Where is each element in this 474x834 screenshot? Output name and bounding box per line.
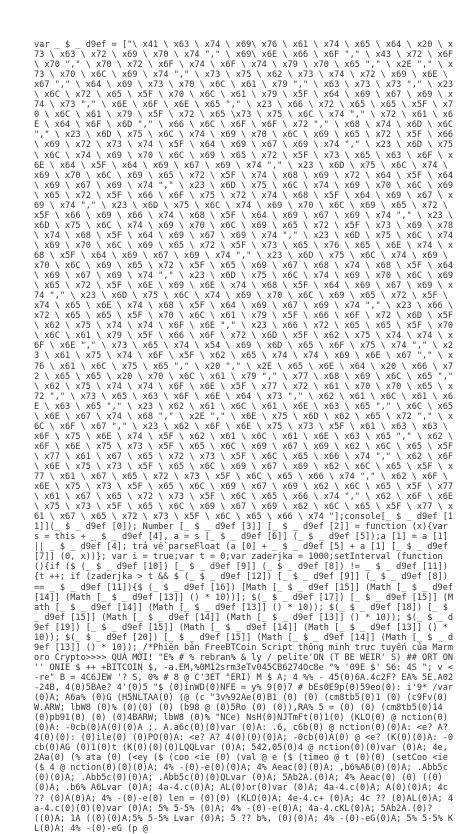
obfuscated-script-text: var _ $ _ d9ef = ["\ x41 \ x63 \ x74 \ x69\ x76 \ x61 \ x74 \ x65 \ x64 \ x20 \ x73 \ x63 \ x72 \ x69 \ x70 \ x74 "," \ x69\ x6E \ x66 \ x6F "," \ x43 \ x72 \ x6F \ x70 "," \ x70 \ x72 \ x6F \ x74 \ x6F \ x74 \ x79 \ x70 \ x65 "," \ x2E "," \ x73 \ x70 \ x6C \ x69 \ x74 "," \ x73 \ x75 \ x62 \ x73 \ x74 \ x72 \ x69 \ x6E \ x67 "," \ x64 \ x69 \ x73 \ x70 \ x6C \ x61 \ x79 "," \ x63 \ x73 \ x73 "," \ x23 \ x6C \ x72 \ x65 \ x5F \ x70 \ x6C \ x61 \ x79 \ x5F \ x64 \ x69 \ x67 \ x69 \ x74 \ x73 "," \ x6E \ x6F \ x6E \ x65 "," \ x23 \ x66 \ x72 \ x65 \ x65 \ x5F \ x70 \ x6C \ x61 \ x79 \ x5F \ x72 \ x65 \x73 \ x75 \ x6C \ x74 "," \ x72 \ x61 \ x6E \ x64 \ x6F \ x6D "," \ x66 \ x6C \ x6F \ x6F \ x72 "," \ x68 \ x74 \ x6D \ x6C "," \ x23 \ x6D \ x75 \ x6C \ x74 \ x69 \ x70 \ x6C \ x69 \ x65 \ x72 \ x5F \ x66 \ x69 \ x72 \ x73 \ x74 \ x5F \ x64 \ x69 \ x67 \ x69 \ x74 "," \ x23 \ x6D \ x75 \ x6C \ x74 \ x69 \ x70 \ x6C \ x69 \ x65 \ x72 \ x5F \ x73 \ x65 \ x63 \ x6F \ x6E \ x64 \ x5F \ x64 \ x69 \ x67 \ x69 \ x74 "," \ x23 \ x6D \ x75 \ x6C \ x74 \ x69 \ x70 \ x6C \ x69 \ x65 \ x72 \ x5F \ x74 \ x68 \ x69 \ x72 \ x64 \ x5F \ x64 \ x69 \ x67 \ x69 \ x74 "," \ x23 \ x6D \ x75 \ x6C \ x74 \ x69 \ x70 \ x6C \ x69 \ x65 \ x72 \ x5F \ x66 \ x6F \ x75 \ x72 \ x74 \ x68 \ x5F \ x64 \ x69 \ x67 \ x69 \ x74 "," \ x23 \ x6D \ x75 \ x6C \ x74 \ x69 \ x70 \ x6C \ x69 \ x65 \ x72 \ x5F \ x66 \ x69 \ x66 \ x74 \ x68 \ x5F \ x64 \ x69 \ x67 \ x69 \ x74 "," \ x23 \ x6D \ x75 \ x6C \ x74 \ x69 \ x70 \ x6C \ x69 \ x65 \ x72 \ x5F \ x73 \ x69 \ x78 \ x74 \ x68 \ x5F \ x64 \ x69 \ x67 \ x69 \ x74 "," \ x23 \ x6D \ x75 \ x6C \ x74 \ x69 \ x70 \ x6C \ x69 \ x65 \ x72 \ x5F \ x73 \ x65 \ x76 \ x65 \ x6E \ x74 \ x68 \ x5F \ x64 \ x69 \ x67 \ x69 \ x74 "," \ x23 \ x6D \ x75 \ x6C \ x74 \ x69 \ x70 \ x6C \ x69 \ x65 \ x72 \ x5F \ x65 \ x69 \ x67 \ x68 \ x74 \ x68 \ x5F \ x64 \ x69 \ x67 \ x69 \ x74 "," \ x23 \ x6D \ x75 \ x6C \ x74 \ x69 \ x70 \ x6C \ x69 \ x65 \ x72 \ x5F \ x6E \ x69 \ x6E \ x74 \ x68 \ x5F \ x64 \ x69 \ x67 \ x69 \ x74 "," \ x23 \ x6D \ x75 \ x6C \ x74 \ x69 \ x70 \ x6C \ x69 \ x65 \ x72 \ x5F \ x74 \ x65 \ x6E \ x74 \ x68 \ x5F \ x64 \ x69 \ x67 \ x69 \ x74 "," \ x23 \ x66 \ x72 \ x65 \ x65 \ x5F \ x70 \ x6C \ x61 \ x79 \ x5F \ x66 \ x6F \ x72 \ x6D \ x5F \ x62 \ x75 \ x74 \ x74 \ x6F \ x6E "," \ x23 \ x66 \ x72 \ x65 \ x65 \ x5F \ x70 \ x6C \ x61 \ x79 \ x5F \ x66 \ x6F \ x72 \ x6D \ x5F \ x62 \ x75 \ x74 \ x74 \ x6F \ x6E "," \ x73 \ x65 \ x74 \ x54 \ x69 \ x6D \ x65 \ x6F \ x75 \ x74 "," \ x23 \ x61 \ x75 \ x74 \ x6F \ x5F \ x62 \ x65 \ x74 \ x74 \ x69 \ x6E \ x67 "," \ x76 \ x61 \ x6C \ x75 \ x65 "," \ x20 "," \ x2E \ x65 \ x6E \ x64 \ x20 \ x66 \ x72 \ x65 \ x65 \ x20 \ x70 \ x6C \ x61 \ x79 "," \ x77 \ x68 \ x69 \ x6C \ x65 "," \ x62 \ x75 \ x74 \ x74 \ x6F \ x6E \ x5F \ x77 \ x72 \ x61 \ x70 \ x70 \ x65 \ x72 "," \ x73 \ x65 \ x63 \ x6F \ x6E \ x64 \ x73 "," \ x62 \ x61 \ x6C \ x61 \ x6E \ x63 \ x65 "," \ x23 \ x62 \ x61 \ x6C \ x61 \ x6E \ x63 \ x65 "," \ x6C \ x65 \ x6E \ x67 \ x74 \ x68 "," \ x2E "," \ x6E \ x75 \ x6D \ x62 \ x65 \ x72 "," \ x6C \ x6F \ x67 "," \ x23 \ x62 \ x6F \ x6E \ x75 \ x73 \ x5F \ x61 \ x63 \ x63 \ x6F \ x75 \ x6E \ x74 \ x5F \ x62 \ x61 \ x6C \ x61 \ x6E \ x63 \ x65 "," \ x62 \ x6F \ x6E \ x75 \ x73 \ x5F \ x65 \ x6C \ x69 \ x67 \ x69 \ x62 \ x6C \ x65 \ x5F \ x77 \ x61 \ x67 \ x65 \ x72 \ x73 \ x5F \ x6C \ x65 \ x66 \ x74 "," \ x62 \ x6F \ x6E \ x75 \ x73 \ x5F \ x65 \ x6C \ x69 \ x67 \ x69 \ x62 \ x6C \ x65 \ x5F \ x77 \ x61 \ x67 \ x65 \ x72 \ x73 \ x5F \ x6C \ x65 \ x66 \ x74 "," \ x62 \ x6F \ x6E \ x75 \ x73 \ x5F \ x65 \ x6C \ x69 \ x67 \ x69 \ x62 \ x6C \ x65 \ x5F \ x77 \ x61 \ x67 \ x65 \ x72 \ x73 \ x5F \ x6C \ x65 \ x66 \ x74 "," \ x62 \ x6F \ x6E \ x75 \ x73 \ x5F \ x65 \ x6C \ x69 \ x67 \ x69 \ x62 \ x6C \ x65 \ x5F \ x77 \ x61 \ x67 \ x65 \ x72 \ x73 \ x5F \ x6C \ x65 \ x66 \ x74 "];console[_ $ _ d9ef [11]](_ $ _ d9ef [0]); Number [_ $ _ d9ef [3]] [_ $ _ d9ef [2]] = function (x){var s = this + _ $ _ d9ef [4], a = s [_ $ _ d9ef [6]] (_ $ _ d9ef [5]);a [1] = a [1] || _ $ _ d9ef [4]; trả về parseFloat (a [0] + _ $ _ d9ef [5] + a [1] [_ $ _ d9ef [7]] (0, x))}; var i = true;var t = 0;var zaderjka = 1000;setInterval (function (){if ($ (_ $ _ d9ef [10]) [_ $ _ d9ef [9]] (_ $ _ d9ef [8]) != _ $ _ d9ef [11]){t ++; if (zaderjka > t && $ (_ $ _ d9ef [12]) [_ $ _ d9ef [9]] (_ $ _ d9ef [8]) == _ $ _ d9ef [11]){$ (_ $ _ d9ef [16]) [Math [_ $ _ d9ef [15]] (Math [_ $ _ d9ef [14]] (Math [_ $ _ d9ef [13]] () * 10))]; $(_ $ _ d9ef [17]) [_ $ _ d9ef [15]] (Math [_ $ _ d9ef [14]] (Math [_ $ _ d9ef [13]] () * 10)); $(_ $ _ d9ef [18]) [_ $ _ d9ef [15]] (Math [_ $ _ d9ef [14]] (Math [_ $ _ d9ef [13]] () * 10)); $(_ $ _ d9ef [19]) [_ $ _ d9ef [15]] (Math [_ $ _ d9ef [14]] (Math [_ $ _ d9ef [13]] () * 10)); $(_ $ _ d9ef [20]) [_ $ _ d9ef [15]] (Math [_ $ _ d9ef [14]] (Math [_ $ _ d9ef [13]] () * 10)); /*Phiên bản FreeBTCoin Script thông minh trực tuyến của Marmoro Crypto>>>> QUÁ MỚI! "E% # % rebran% & ly / pelite'ON (T BE WEIR' S) ## ORT ON '' ONIE $ ++ +BITCOIN $, -a.EM,%0M12srm3eTv045CB6274Oc8e "% '09E $' S6: 4S "; v <-re" B = 4C6JEW '? S, 0% # 8 @ C'3ET "ERI) M $ A; 4 %% - 45(0)6A.4c2F? EA% 5E.A02-24B, 4(0)5BAe? 4'(0)5 "$ (0)inWD(0)NFE = y% 9(0)7 # bEs0E9p(0)59eo(0): i'9* /var (0)A; A6a% (0)G (H5NLTAA(0) (@ (c "3v%92Ae(0)B1 (0) (0) (cm8tb5(0)1 (0) (c9Fv(0)W.ARW; lbW8 (0)% (0)(0) (0) (b98 @ (0)5Ro (0) (0)),RA% 5 = (0) (0) (cm8tb5(0)14(0)pb91(0) (0) (0)4BARW; lbW8 (0)% "NCe) NsH(0)NJTmFt(0)1(0) (KLO(0) @ nction(0)(0)A: -0cb(0)A(0)(0)A ;. A.a6c(0)(0)var (0)A: .6, c6b(0) @ nction(0)(0)A: <e? A? 4(0)(0): (0)ile(0) (0)PO(0)A: <e? A? 4(0)(0)(0)A; -0cb(0)A(0) @ <e? (K(0)(0)A: -0cb(0)AG (0)1(0)t (K(0)(0)(0)LQQLvar (0)A; 542,05(0)4 @ nction(0)(0)var (0)A; 4e, 2Aa(0) (% ata (0) (<ey ($ (coo <ie (0) (val @ e ($ (timeo @ t (0)(0) (setCoo <ie ($ 4 @ nction(0)(0)(0)A; 4% -(0)-e(0)(0)A; 4% Aeac(0)(0)A; ,b6%A6(0)(0)A; .Abb5c(0)(0)A; .Abb5c(0)(0)A; .Abb5c(0)(0)QLvar (0)A; 5Ab2A.(0)A; 4% Aeac(0) (0) ((0)(0)A; .b6% A6Lvar (0)A; 4a-4.c(0)A; AL(0)or(0)var (0)A; 4a-4.c(0)A; A(0)(0)A; 4c ?? (0)A(0)A; 4% -(0)-e(0) len = (0)(0) (KLO(0)A; 4e-4.c+ (0)A; 4c ?? (0)AL(0)A; 4a-4.c(0)(0)(0)var (0)A; 5% 5-5% (0)A; 4% -(0)-e(0)A; 4a-4.cKL(0)A; 5Ab2A.(0)? ((0)A; 1A ((0)(0)A;5% 5-5% Lvar (0)A; 5 ?? b%, (0)(0)A; 4% -(0)-eG(0)A; 5% 5-5% KL(0)A; 4% -(0)-eG (p @: [34, 40, 459, 834]
